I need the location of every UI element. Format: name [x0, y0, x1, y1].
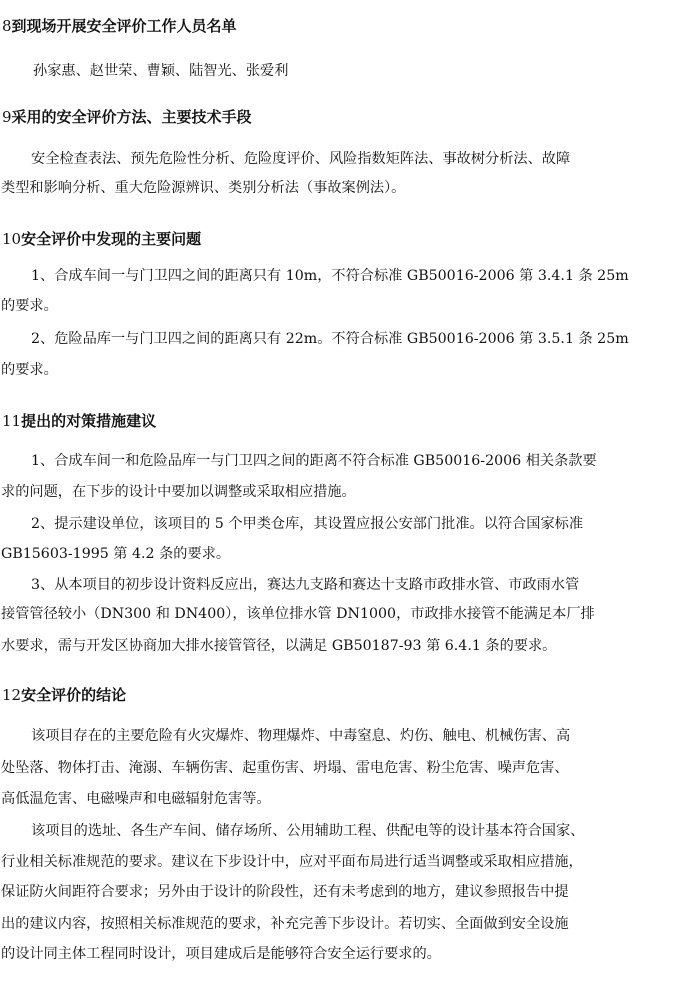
section-number: 10	[2, 230, 22, 248]
section-10-heading	[2, 229, 201, 249]
paragraph-line: 2、危险品库一与门卫四之间的距离只有 22m。不符合标准 GB50016-2006 第 3.5.1 条 25m	[31, 331, 629, 347]
paragraph-line: 该项目的选址、各生产车间、储存场所、公用辅助工程、供配电等的设计基本符合国家、	[31, 823, 585, 839]
section-11-heading	[2, 411, 156, 431]
section-8-heading	[2, 16, 237, 36]
personnel-names: 孙家惠、赵世荣、曹颖、陆智光、张爱利	[33, 63, 289, 79]
section-title: 安全评价的结论	[21, 686, 127, 704]
paragraph-line: 的要求。	[1, 298, 58, 314]
paragraph-line: 出的建议内容，按照相关标准规范的要求，补充完善下步设计。若切实、全面做到安全设施	[1, 916, 569, 932]
paragraph-line: 类型和影响分析、重大危险源辨识、类别分析法（事故案例法）。	[1, 180, 406, 196]
paragraph-line: 行业相关标准规范的要求。建议在下步设计中，应对平面布局进行适当调整或采取相应措施，	[1, 854, 583, 870]
section-number: 8	[2, 17, 12, 35]
paragraph-line: 安全检查表法、预先危险性分析、危险度评价、风险指数矩阵法、事故树分析法、故障	[31, 151, 571, 167]
paragraph-line: 接管管径较小（DN300 和 DN400），该单位排水管 DN1000，市政排水接管不能满足本厂排	[1, 606, 595, 622]
paragraph-line: 2、提示建设单位，该项目的 5 个甲类仓库，其设置应报公安部门批准。以符合国家标准	[31, 516, 584, 532]
section-number: 12	[2, 686, 22, 704]
paragraph-line: 的设计同主体工程同时设计，项目建成后是能够符合安全运行要求的。	[1, 946, 441, 962]
section-title: 提出的对策措施建议	[21, 412, 157, 430]
section-9-heading	[2, 107, 252, 127]
paragraph-line: 求的问题，在下步的设计中要加以调整或采取相应措施。	[1, 484, 356, 500]
paragraph-line: 该项目存在的主要危险有火灾爆炸、物理爆炸、中毒窒息、灼伤、触电、机械伤害、高	[31, 728, 571, 744]
section-title: 到现场开展安全评价工作人员名单	[11, 17, 237, 35]
section-title: 采用的安全评价方法、主要技术手段	[11, 108, 252, 126]
section-number: 9	[2, 108, 12, 126]
paragraph-line: 3、从本项目的初步设计资料反应出，赛达九支路和赛达十支路市政排水管、市政雨水管	[31, 577, 580, 593]
paragraph-line: 水要求，需与开发区协商加大排水接管管径，以满足 GB50187-93 第 6.4.1 条的要求。	[1, 638, 557, 654]
paragraph-line: 的要求。	[1, 362, 58, 378]
paragraph-line: 1、合成车间一和危险品库一与门卫四之间的距离不符合标准 GB50016-2006 相关条款要	[31, 453, 597, 469]
paragraph-line: GB15603-1995 第 4.2 条的要求。	[1, 546, 231, 562]
section-number: 11	[2, 412, 22, 430]
section-12-heading	[2, 685, 126, 705]
paragraph-line: 保证防火间距符合要求；另外由于设计的阶段性，还有未考虑到的地方，建议参照报告中提	[1, 884, 569, 900]
paragraph-line: 1、合成车间一与门卫四之间的距离只有 10m，不符合标准 GB50016-2006 第 3.4.1 条 25m	[31, 268, 629, 284]
paragraph-line: 处坠落、物体打击、淹溺、车辆伤害、起重伤害、坍塌、雷电危害、粉尘危害、噪声危害、	[1, 760, 569, 776]
section-title: 安全评价中发现的主要问题	[21, 230, 202, 248]
paragraph-line: 高低温危害、电磁噪声和电磁辐射危害等。	[1, 791, 271, 807]
